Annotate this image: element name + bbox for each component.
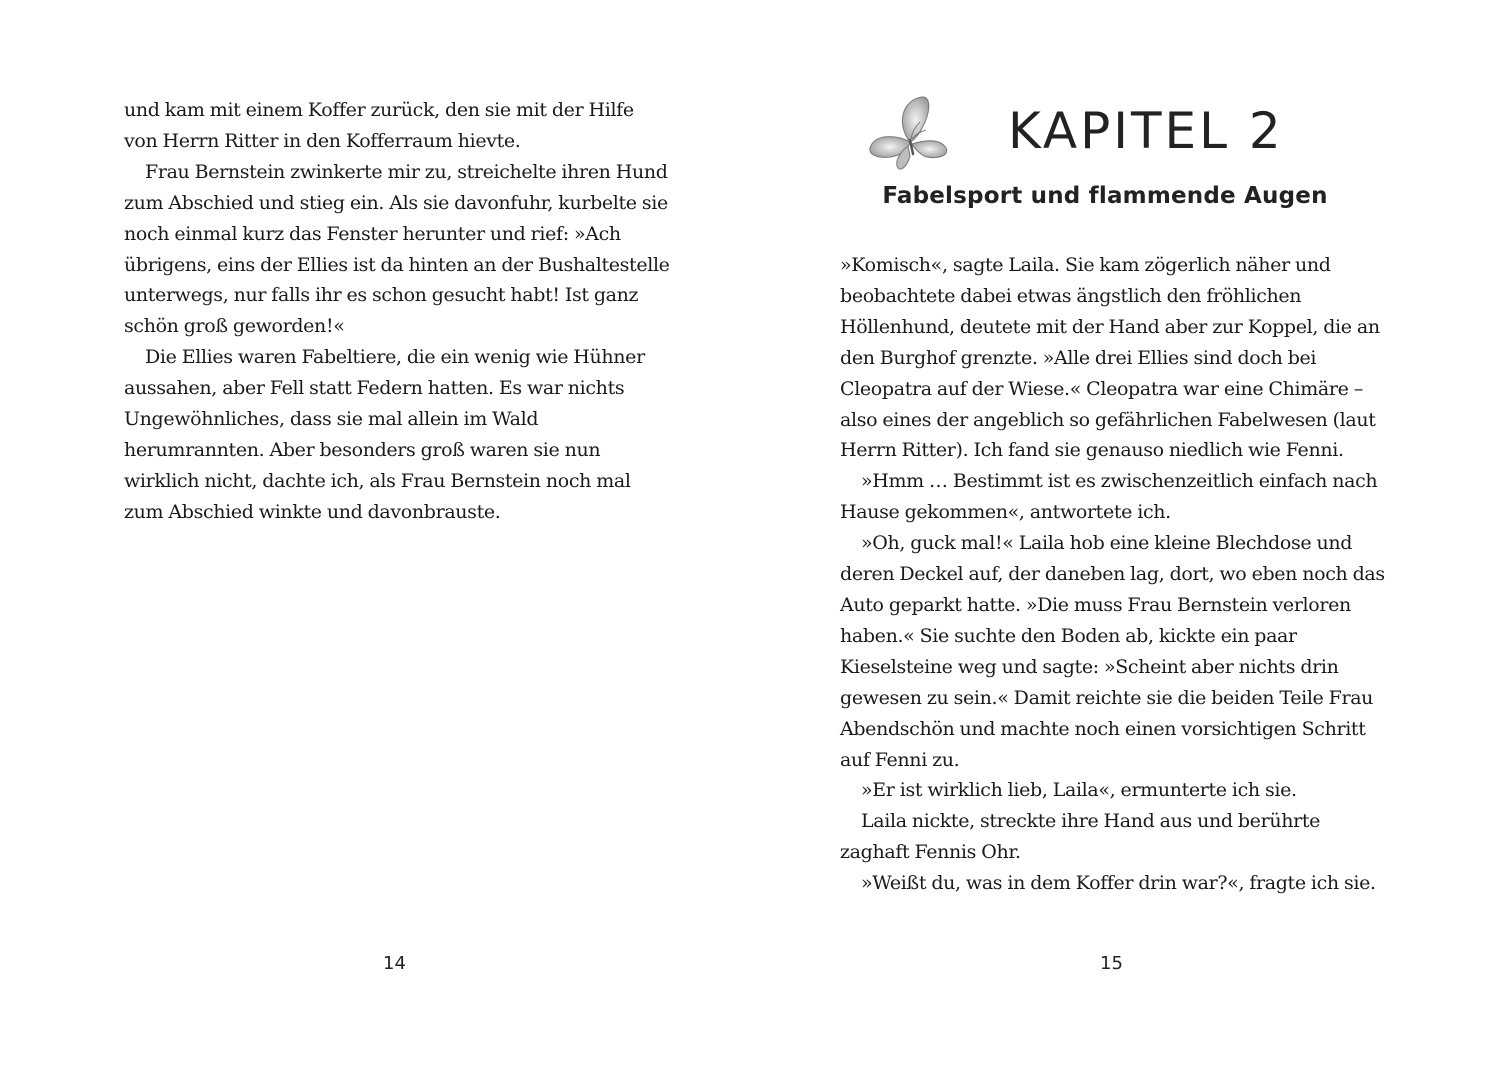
right-page: [750, 0, 1500, 1086]
paragraph: »Komisch«, sagte Laila. Sie kam zögerlich näher und beobachtete dabei etwas ängstlich den fröhlichen Höllenhund, deutete mit der Hand aber zur Koppel, die an den Burghof grenzte. »Alle drei Ellies sind doch bei Cleopatra auf der Wiese.« Cleopatra war eine Chimäre – also eines der angeblich so gefährlichen Fabelwesen (laut Herrn Ritter). Ich fand sie genauso niedlich wie Fenni.: [840, 254, 1380, 462]
chapter-title: KAPITEL 2: [1008, 102, 1284, 160]
paragraph: »Er ist wirklich lieb, Laila«, ermunterte ich sie.: [861, 779, 1297, 802]
paragraph: Die Ellies waren Fabeltiere, die ein wenig wie Hühner aussahen, aber Fell statt Federn hatten. Es war nichts Ungewöhnliches, dass sie mal allein im Wald herumrannten. Aber besonders groß waren sie nun wirklich nicht, dachte ich, als Frau Bernstein noch mal zum Abschied winkte und davonbrauste.: [124, 346, 645, 523]
paragraph: »Oh, guck mal!« Laila hob eine kleine Blechdose und deren Deckel auf, der daneben lag, dort, wo eben noch das Auto geparkt hatte. »Die muss Frau Bernstein verloren haben.« Sie suchte den Boden ab, kickte ein paar Kieselsteine weg und sagte: »Scheint aber nichts drin gewesen zu sein.« Damit reichte sie die beiden Teile Frau Abendschön und machte noch einen vorsichtigen Schritt auf Fenni zu.: [840, 532, 1385, 771]
paragraph: und kam mit einem Koffer zurück, den sie mit der Hilfe von Herrn Ritter in den Kofferraum hievte.: [124, 99, 634, 152]
paragraph: Laila nickte, streckte ihre Hand aus und berührte zaghaft Fennis Ohr.: [840, 810, 1320, 864]
page-number-right: 15: [1100, 953, 1123, 974]
right-page-text: [840, 250, 1388, 899]
page-number-left: 14: [383, 953, 406, 974]
paragraph: »Weißt du, was in dem Koffer drin war?«, fragte ich sie.: [861, 872, 1376, 895]
left-page-text: [124, 95, 672, 528]
chapter-subtitle: Fabelsport und flammende Augen: [882, 183, 1328, 209]
paragraph: »Hmm … Bestimmt ist es zwischenzeitlich einfach nach Hause gekommen«, antwortete ich.: [840, 470, 1378, 524]
paragraph: Frau Bernstein zwinkerte mir zu, streichelte ihren Hund zum Abschied und stieg ein. Als sie davonfuhr, kurbelte sie noch einmal kurz das Fenster herunter und rief: »Ach übrigens, eins der Ellies ist da hinten an der Bushaltestelle unterwegs, nur falls ihr es schon gesucht habt! Ist ganz schön groß geworden!«: [124, 160, 670, 338]
butterfly-icon: [866, 94, 958, 176]
